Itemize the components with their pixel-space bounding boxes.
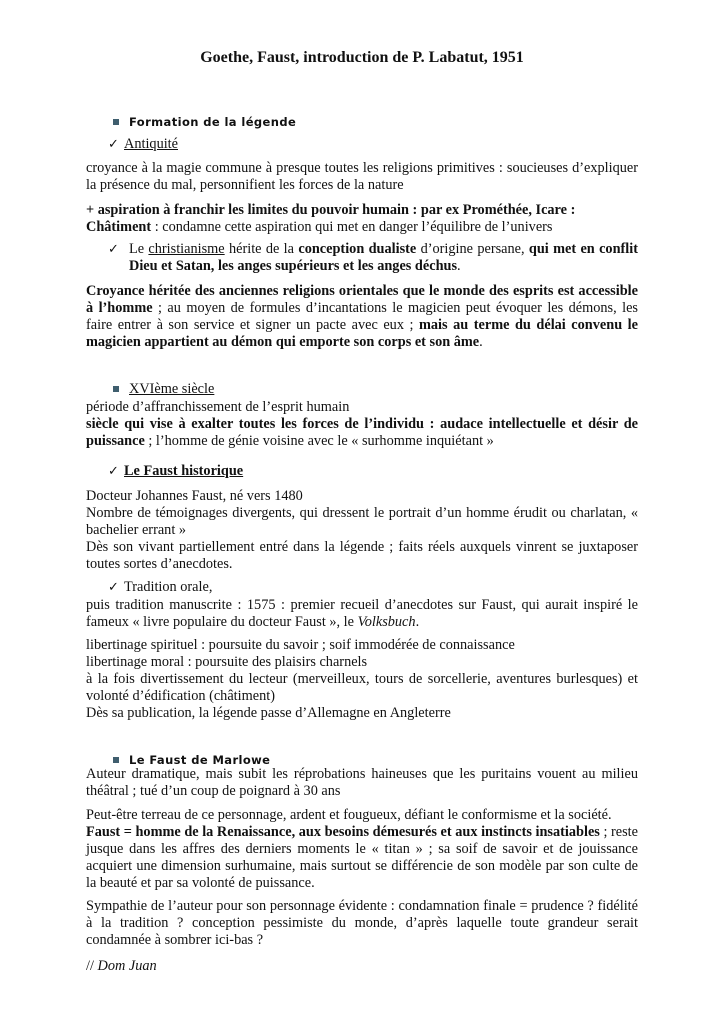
subheading-antiquite: ✓ Antiquité [108,136,179,152]
paragraph-dom-juan: // Dom Juan [86,958,157,974]
subheading-faust-historique: ✓ Le Faust historique [108,463,244,479]
paragraph-terreau: Peut-être terreau de ce personnage, ardent et fougueux, défiant le conformisme et la société. Faust = homme de la Renaissance, aux besoins démesurés et aux instincts insatiables ; reste jusque dans les affres des derniers moments le « titan » ; sa soif de savoir et de jouissance acquiert une dimension surhumaine, mais surtout se différencie de son modèle par son culte de la beauté et par sa volonté de puissance. [86,807,638,891]
paragraph-croyance: Croyance héritée des anciennes religions orientales que le monde des esprits est accessible à l’homme ; au moyen de formules d’incantations le magicien peut évoquer les démons, les faire entrer à son service et signer un pacte avec eux ; mais au terme du délai convenu le magicien appartient au démon qui emporte son corps et son âme. [86,283,638,350]
checkmark-icon: ✓ [108,464,119,479]
paragraph-xvieme: période d’affranchissement de l’esprit humain siècle qui vise à exalter toutes les forces de l’individu : audace intellectuelle et désir de puissance ; l’homme de génie voisine avec le « surhomme inquiétant » [86,399,638,449]
paragraph-faust-historique: Docteur Johannes Faust, né vers 1480 Nombre de témoignages divergents, qui dressent le portrait d’un homme érudit ou charlatan, « bachelier errant » Dès son vivant partiellement entré dans la légende ; faits réels auxquels vinrent se juxtaposer toutes sortes d’anecdotes. [86,488,638,572]
paragraph-tradition: puis tradition manuscrite : 1575 : premier recueil d’anecdotes sur Faust, qui aurait inspiré le fameux « livre populaire du docteur Faust », le Volksbuch. [86,597,638,630]
square-bullet-icon [113,757,119,763]
section-heading-xvieme: XVIème siècle [113,381,214,398]
checkmark-icon: ✓ [108,137,119,152]
list-item-christianisme: ✓ Le christianisme hérite de la conception dualiste d’origine persane, qui met en conflit Dieu et Satan, les anges supérieurs et les anges déchus. [108,241,638,274]
paragraph-auteur: Auteur dramatique, mais subit les réprobations haineuses que les puritains vouent au milieu théâtral ; tué d’un coup de poignard à 30 ans [86,766,638,799]
subheading-tradition-orale: ✓ Tradition orale, [108,579,213,595]
paragraph-libertinage: libertinage spirituel : poursuite du savoir ; soif immodérée de connaissance libertinage moral : poursuite des plaisirs charnels à la fois divertissement du lecteur (merveilleux, tours de sorcellerie, aventures burlesques) et volonté d’édification (châtiment) Dès sa publication, la légende passe d’Allemagne en Angleterre [86,637,638,721]
paragraph-magie: croyance à la magie commune à presque toutes les religions primitives : soucieuses d’expliquer la présence du mal, personnifient les forces de la nature [86,160,638,193]
section-heading-formation: Formation de la légende [113,114,296,131]
paragraph-aspiration: + aspiration à franchir les limites du pouvoir humain : par ex Prométhée, Icare : Châtiment : condamne cette aspiration qui met en danger l’équilibre de l’univers [86,202,576,235]
square-bullet-icon [113,119,119,125]
paragraph-sympathie: Sympathie de l’auteur pour son personnage évidente : condamnation finale = prudence ? fidélité à la tradition ? conception pessimiste du monde, d’après laquelle toute grandeur serait condamnée à sombrer ici-bas ? [86,898,638,948]
checkmark-icon: ✓ [108,242,119,257]
square-bullet-icon [113,386,119,392]
checkmark-icon: ✓ [108,580,119,595]
section-heading-marlowe: Le Faust de Marlowe [113,752,270,769]
document-title: Goethe, Faust, introduction de P. Labatut, 1951 [200,49,524,66]
